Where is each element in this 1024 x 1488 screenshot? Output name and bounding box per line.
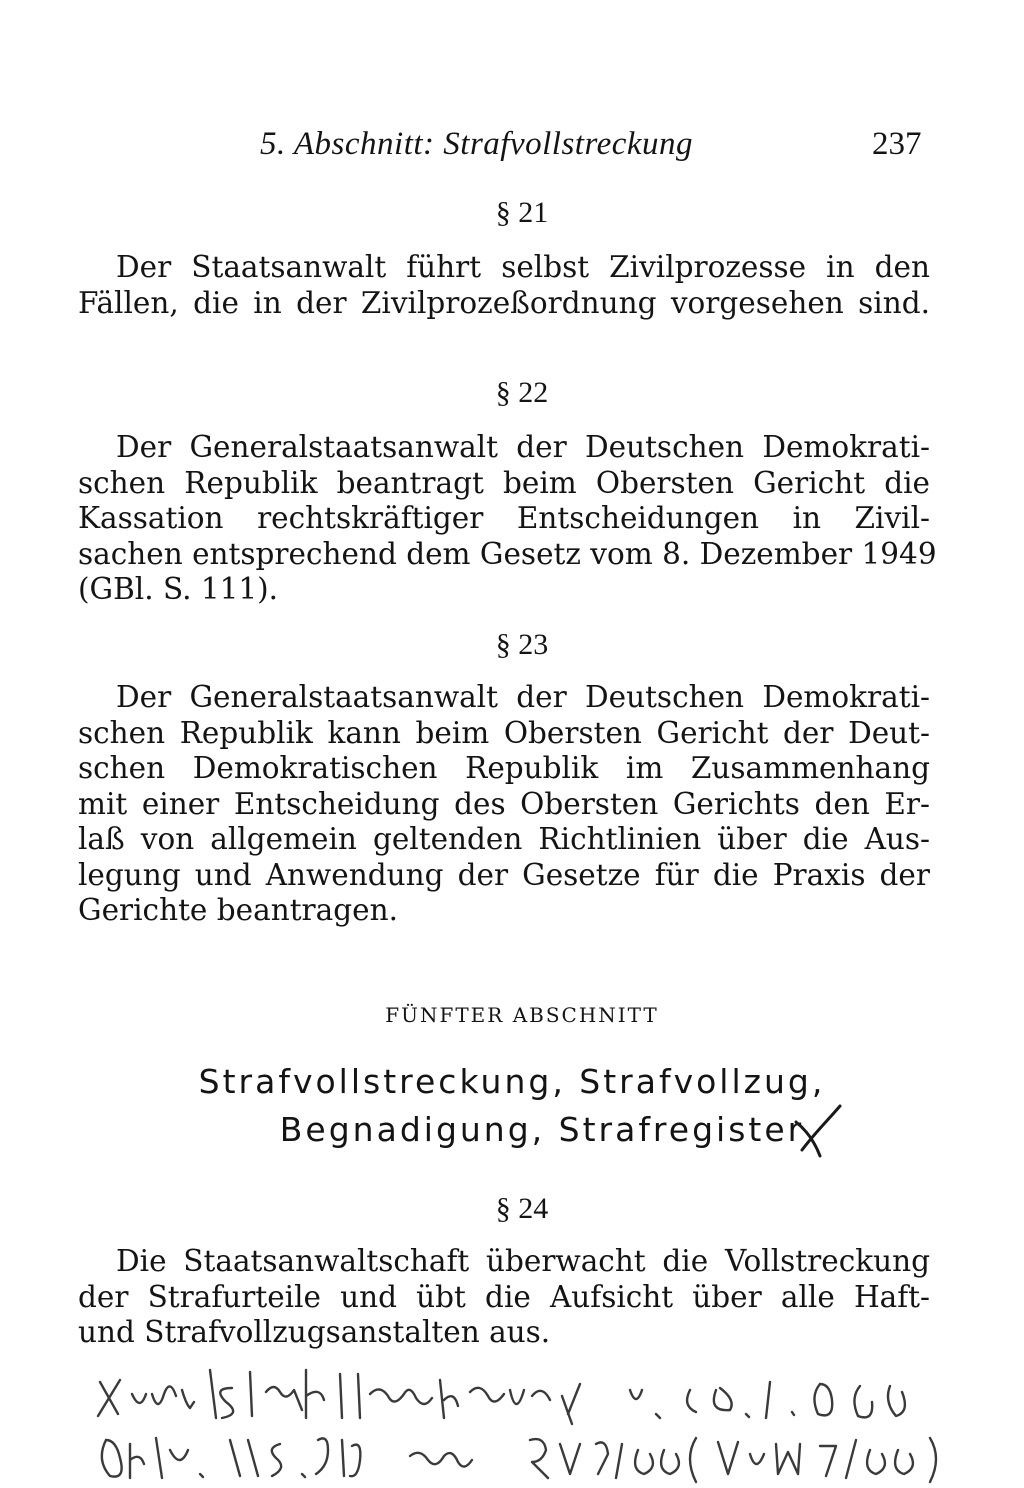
handwritten-note	[70, 1360, 1010, 1488]
text-line: der Strafurteile und übt die Aufsicht über alle Haft-	[78, 1279, 930, 1314]
text-line: Kassation rechtskräftiger Entscheidungen in Zivil-	[78, 501, 930, 535]
section-heading-22: § 22	[495, 376, 549, 409]
chapter-label: FÜNFTER ABSCHNITT	[385, 1003, 659, 1027]
text-line: mit einer Entscheidung des Obersten Gerichts den Er-	[78, 786, 930, 821]
text-line: Der Generalstaatsanwalt der Deutschen Demokrati-	[116, 430, 930, 464]
section-heading-21: § 21	[495, 196, 549, 229]
text-line: Der Staatsanwalt führt selbst Zivilprozesse in den	[116, 250, 930, 284]
section-heading-23: § 23	[495, 628, 549, 661]
section-23-text	[78, 680, 930, 929]
section-heading-24: § 24	[495, 1192, 549, 1225]
text-line: sachen entsprechend dem Gesetz vom 8. Dezember 1949	[78, 536, 937, 571]
text-line: Fällen, die in der Zivilprozeßordnung vorgesehen sind.	[78, 285, 930, 320]
text-line: und Strafvollzugsanstalten aus.	[78, 1315, 551, 1349]
running-head: 5. Abschnitt: Strafvollstreckung	[260, 126, 694, 162]
text-line: Gerichte beantragen.	[78, 893, 398, 927]
section-22-text	[78, 430, 937, 608]
handwritten-cross-mark	[788, 1100, 848, 1160]
chapter-title-line-2: Begnadigung, Strafregister	[279, 1110, 805, 1149]
text-line: (GBl. S. 111).	[78, 572, 279, 606]
page-number: 237	[872, 126, 922, 162]
text-line: legung und Anwendung der Gesetze für die Praxis der	[78, 857, 930, 892]
text-line: schen Republik beantragt beim Obersten Gericht die	[78, 465, 930, 500]
text-line: schen Demokratischen Republik im Zusammenhang	[78, 751, 930, 785]
chapter-title-line-1: Strafvollstreckung, Strafvollzug,	[198, 1062, 826, 1101]
text-line: laß von allgemein geltenden Richtlinien über die Aus-	[78, 822, 930, 856]
text-line: Der Generalstaatsanwalt der Deutschen Demokrati-	[116, 680, 930, 714]
section-21-text	[78, 250, 930, 321]
text-line: schen Republik kann beim Obersten Gericht der Deut-	[78, 715, 930, 750]
section-24-text	[78, 1244, 930, 1351]
text-line: Die Staatsanwaltschaft überwacht die Vollstreckung	[116, 1244, 930, 1278]
